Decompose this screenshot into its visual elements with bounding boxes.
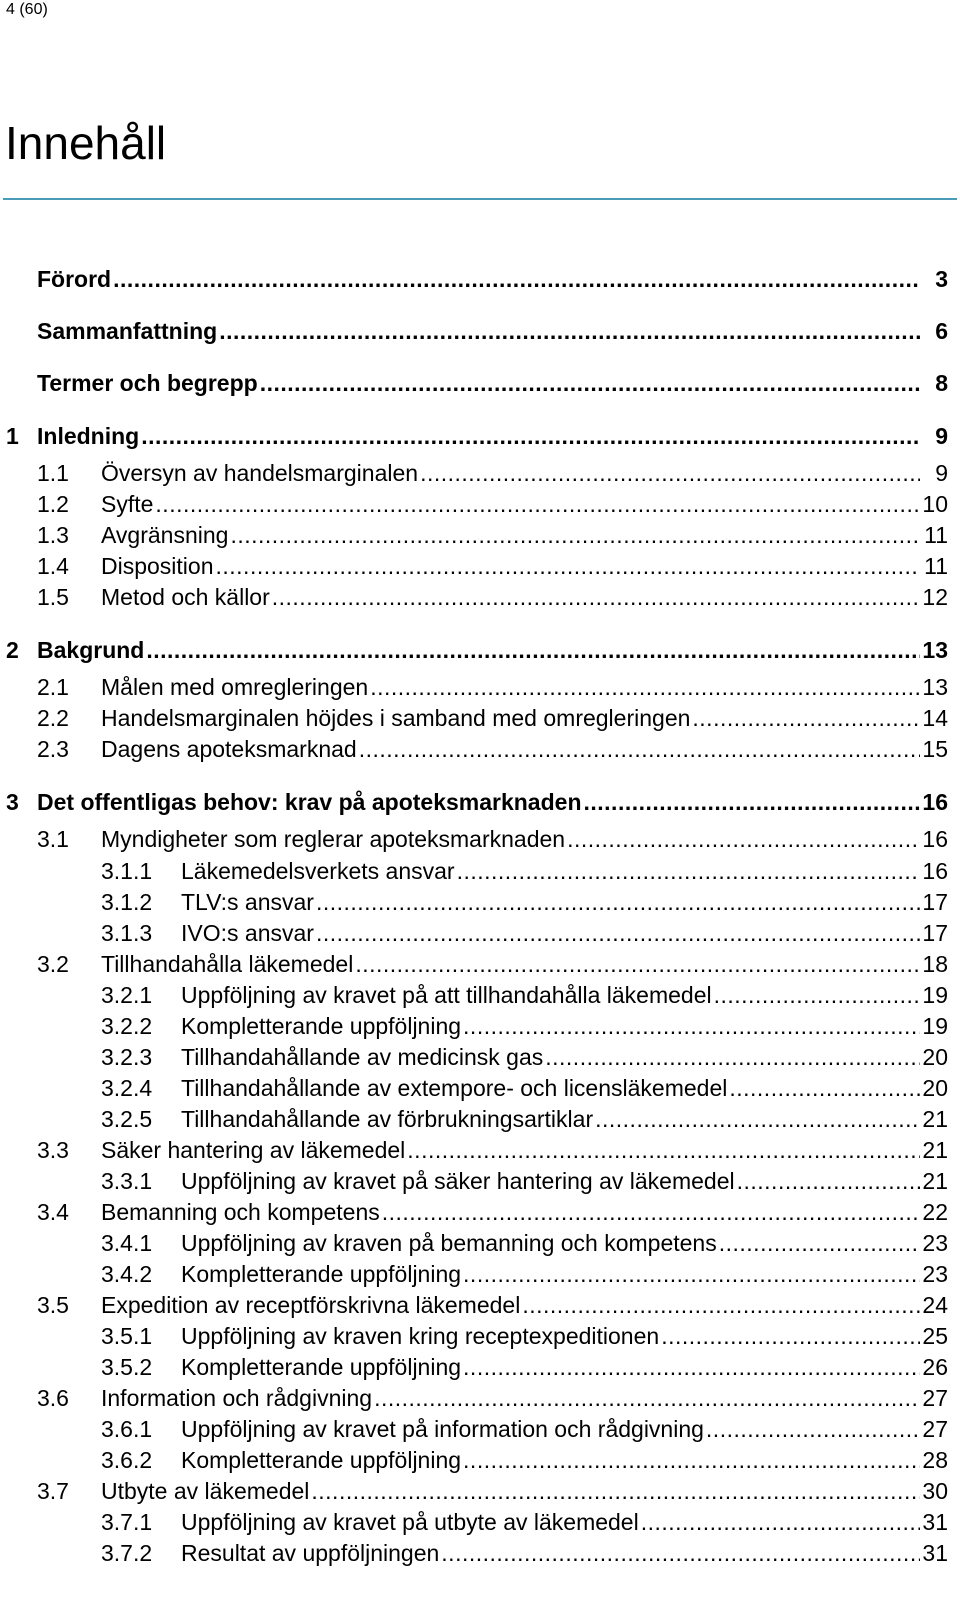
toc-entry-title: IVO:s ansvar: [181, 920, 314, 946]
toc-entry[interactable]: [6, 1106, 948, 1134]
toc-entry[interactable]: [6, 1323, 948, 1351]
toc-entry[interactable]: [6, 1075, 948, 1103]
toc-entry-number: 3.4.1: [101, 1230, 153, 1256]
toc-entry-page: 10: [922, 491, 948, 517]
toc-entry[interactable]: [6, 1044, 948, 1072]
toc-entry[interactable]: [6, 1478, 948, 1506]
toc-entry-title: Kompletterande uppföljning: [181, 1013, 462, 1039]
toc-entry-title: Termer och begrepp: [37, 370, 258, 396]
toc-entry-title: Uppföljning av kravet på att tillhandahålla läkemedel: [181, 982, 712, 1008]
toc-entry-page: 30: [922, 1478, 948, 1504]
toc-entry-title: Expedition av receptförskrivna läkemedel: [101, 1292, 521, 1318]
toc-entry-page: 9: [935, 423, 948, 449]
toc-entry[interactable]: [6, 1230, 948, 1258]
toc-entry[interactable]: [6, 491, 948, 519]
toc-entry[interactable]: [6, 1416, 948, 1444]
toc-entry-title: Information och rådgivning: [101, 1385, 373, 1411]
toc-entry-title: Avgränsning: [101, 522, 229, 548]
toc-entry-title: Resultat av uppföljningen: [181, 1540, 440, 1566]
toc-entry-title: Kompletterande uppföljning: [181, 1447, 462, 1473]
toc-entry-page: 3: [935, 266, 948, 292]
toc-entry-number: 3: [6, 789, 19, 815]
toc-leader-dots: [370, 674, 920, 701]
toc-leader-dots: [141, 423, 920, 450]
toc-entry-number: 2.3: [37, 736, 69, 762]
toc-entry-number: 3.5.1: [101, 1323, 153, 1349]
toc-entry-page: 20: [922, 1044, 948, 1070]
toc-entry[interactable]: [6, 889, 948, 917]
toc-leader-dots: [641, 1509, 920, 1536]
toc-entry-page: 19: [922, 1013, 948, 1039]
toc-entry-page: 11: [924, 522, 948, 548]
toc-entry-number: 3.7.2: [101, 1540, 153, 1566]
toc-entry[interactable]: [6, 1354, 948, 1382]
toc-entry-number: 3.2.1: [101, 982, 153, 1008]
toc-entry-page: 23: [922, 1230, 948, 1256]
toc-entry[interactable]: [6, 1540, 948, 1568]
toc-leader-dots: [316, 889, 920, 916]
toc-entry[interactable]: [6, 705, 948, 733]
toc-entry-title: Uppföljning av kravet på säker hantering av läkemedel: [181, 1168, 735, 1194]
toc-entry-title: Tillhandahållande av medicinsk gas: [181, 1044, 544, 1070]
toc-entry-number: 3.3: [37, 1137, 69, 1163]
toc-leader-dots: [463, 1013, 920, 1040]
toc-entry-title: Utbyte av läkemedel: [101, 1478, 310, 1504]
toc-entry[interactable]: [6, 266, 948, 294]
toc-entry-page: 27: [922, 1416, 948, 1442]
toc-entry-number: 3.3.1: [101, 1168, 153, 1194]
toc-leader-dots: [595, 1106, 920, 1133]
toc-entry[interactable]: [6, 1447, 948, 1475]
toc-entry-number: 3.7: [37, 1478, 69, 1504]
toc-leader-dots: [457, 858, 920, 885]
toc-entry[interactable]: [6, 584, 948, 612]
toc-entry-title: Inledning: [37, 423, 140, 449]
toc-leader-dots: [216, 553, 921, 580]
toc-entry[interactable]: [6, 674, 948, 702]
toc-entry-title: Tillhandahålla läkemedel: [101, 951, 354, 977]
toc-entry-title: Förord: [37, 266, 112, 292]
toc-leader-dots: [260, 370, 920, 397]
toc-entry[interactable]: [6, 1199, 948, 1227]
toc-entry-number: 3.7.1: [101, 1509, 153, 1535]
toc-entry-page: 18: [922, 951, 948, 977]
toc-entry-number: 3.6.1: [101, 1416, 153, 1442]
toc-entry-title: Sammanfattning: [37, 318, 218, 344]
toc-entry-page: 24: [922, 1292, 948, 1318]
toc-entry-title: Disposition: [101, 553, 214, 579]
toc-entry-number: 3.2.5: [101, 1106, 153, 1132]
toc-leader-dots: [382, 1199, 920, 1226]
toc-entry-number: 3.1.2: [101, 889, 153, 915]
toc-leader-dots: [463, 1261, 920, 1288]
toc-entry-page: 21: [922, 1106, 948, 1132]
toc-entry[interactable]: [6, 1385, 948, 1413]
toc-entry-title: Översyn av handelsmarginalen: [101, 460, 419, 486]
toc-entry-page: 17: [922, 889, 948, 915]
toc-entry-page: 31: [922, 1540, 948, 1566]
toc-entry-title: Kompletterande uppföljning: [181, 1261, 462, 1287]
toc-entry-page: 11: [924, 553, 948, 579]
toc-leader-dots: [522, 1292, 920, 1319]
toc-leader-dots: [729, 1075, 920, 1102]
toc-entry-number: 3.2.3: [101, 1044, 153, 1070]
toc-leader-dots: [359, 736, 920, 763]
toc-entry[interactable]: [6, 1261, 948, 1289]
toc-entry-title: Metod och källor: [101, 584, 270, 610]
toc-entry-page: 12: [922, 584, 948, 610]
toc-entry-page: 9: [935, 460, 948, 486]
toc-entry[interactable]: [6, 553, 948, 581]
toc-entry[interactable]: [6, 789, 948, 817]
toc-leader-dots: [219, 318, 920, 345]
toc-entry-number: 3.4.2: [101, 1261, 153, 1287]
toc-entry-title: Det offentligas behov: krav på apoteksmarknaden: [37, 789, 582, 815]
toc-entry[interactable]: [6, 951, 948, 979]
toc-leader-dots: [714, 982, 920, 1009]
toc-entry-number: 1.3: [37, 522, 69, 548]
toc-entry-page: 25: [922, 1323, 948, 1349]
toc-entry-page: 13: [922, 674, 948, 700]
toc-entry-title: Säker hantering av läkemedel: [101, 1137, 406, 1163]
toc-entry[interactable]: [6, 1509, 948, 1537]
toc-entry-page: 16: [922, 858, 948, 884]
toc-entry[interactable]: [6, 1013, 948, 1041]
toc-entry-number: 3.5: [37, 1292, 69, 1318]
toc-leader-dots: [692, 705, 920, 732]
toc-entry-title: Tillhandahållande av extempore- och licensläkemedel: [181, 1075, 728, 1101]
toc-entry-number: 3.1.3: [101, 920, 153, 946]
toc-entry-title: Kompletterande uppföljning: [181, 1354, 462, 1380]
toc-entry-title: Myndigheter som reglerar apoteksmarknaden: [101, 826, 566, 852]
toc-entry-number: 3.1: [37, 826, 69, 852]
toc-leader-dots: [719, 1230, 920, 1257]
toc-entry-page: 28: [922, 1447, 948, 1473]
toc-entry-page: 16: [922, 789, 948, 815]
toc-entry-number: 3.6.2: [101, 1447, 153, 1473]
toc-entry[interactable]: [6, 522, 948, 550]
toc-entry-page: 15: [922, 736, 948, 762]
toc-entry-page: 19: [922, 982, 948, 1008]
toc-leader-dots: [441, 1540, 920, 1567]
toc-entry-page: 16: [922, 826, 948, 852]
toc-leader-dots: [463, 1354, 920, 1381]
toc-entry-title: Dagens apoteksmarknad: [101, 736, 357, 762]
toc-leader-dots: [155, 491, 920, 518]
toc-leader-dots: [374, 1385, 920, 1412]
toc-entry-number: 2.1: [37, 674, 69, 700]
toc-entry-title: Målen med omregleringen: [101, 674, 369, 700]
page-number: 4 (60): [6, 1, 48, 18]
toc-entry-number: 2: [6, 637, 19, 663]
toc-leader-dots: [316, 920, 920, 947]
toc-entry-number: 1.5: [37, 584, 69, 610]
toc-entry-page: 26: [922, 1354, 948, 1380]
toc-entry-title: Tillhandahållande av förbrukningsartiklar: [181, 1106, 594, 1132]
toc-entry[interactable]: [6, 920, 948, 948]
toc-entry-number: 3.5.2: [101, 1354, 153, 1380]
toc-entry-title: Uppföljning av kravet på utbyte av läkemedel: [181, 1509, 639, 1535]
toc-entry-page: 21: [922, 1168, 948, 1194]
toc-leader-dots: [737, 1168, 920, 1195]
toc-entry-page: 23: [922, 1261, 948, 1287]
toc-entry-page: 20: [922, 1075, 948, 1101]
toc-entry[interactable]: [6, 423, 948, 451]
toc-entry[interactable]: [6, 982, 948, 1010]
toc-entry-page: 17: [922, 920, 948, 946]
toc-entry-title: Läkemedelsverkets ansvar: [181, 858, 455, 884]
toc-entry-number: 2.2: [37, 705, 69, 731]
toc-entry-number: 1.4: [37, 553, 69, 579]
toc-leader-dots: [311, 1478, 920, 1505]
toc-entry[interactable]: [6, 736, 948, 764]
toc-entry-number: 3.2.2: [101, 1013, 153, 1039]
toc-entry-page: 27: [922, 1385, 948, 1411]
toc-leader-dots: [230, 522, 920, 549]
page-title: Innehåll: [5, 117, 167, 169]
toc-entry[interactable]: [6, 370, 948, 398]
toc-entry[interactable]: [6, 460, 948, 488]
toc-entry[interactable]: [6, 1137, 948, 1165]
toc-entry-title: Uppföljning av kravet på information och rådgivning: [181, 1416, 704, 1442]
toc-leader-dots: [355, 951, 920, 978]
toc-leader-dots: [146, 637, 920, 664]
toc-entry-number: 1.1: [37, 460, 69, 486]
title-divider: [3, 198, 957, 200]
toc-leader-dots: [272, 584, 920, 611]
toc-leader-dots: [584, 789, 921, 816]
toc-entry[interactable]: [6, 1292, 948, 1320]
toc-leader-dots: [567, 826, 920, 853]
toc-entry-number: 3.2: [37, 951, 69, 977]
toc-entry-title: TLV:s ansvar: [181, 889, 314, 915]
toc-entry-page: 8: [935, 370, 948, 396]
toc-leader-dots: [463, 1447, 920, 1474]
toc-entry[interactable]: [6, 826, 948, 854]
toc-leader-dots: [661, 1323, 920, 1350]
toc-entry-number: 3.2.4: [101, 1075, 153, 1101]
toc-entry[interactable]: [6, 1168, 948, 1196]
toc-leader-dots: [420, 460, 920, 487]
toc-entry-page: 14: [922, 705, 948, 731]
toc-entry[interactable]: [6, 318, 948, 346]
toc-entry-number: 1: [6, 423, 19, 449]
toc-entry-number: 3.1.1: [101, 858, 153, 884]
toc-entry-number: 1.2: [37, 491, 69, 517]
toc-entry-title: Syfte: [101, 491, 154, 517]
toc-leader-dots: [113, 266, 920, 293]
toc-entry-page: 13: [922, 637, 948, 663]
toc-entry-title: Uppföljning av kraven på bemanning och kompetens: [181, 1230, 717, 1256]
toc-entry-page: 31: [922, 1509, 948, 1535]
toc-entry-title: Uppföljning av kraven kring receptexpeditionen: [181, 1323, 660, 1349]
toc-entry-page: 22: [922, 1199, 948, 1225]
toc-entry-title: Bakgrund: [37, 637, 145, 663]
toc-entry-title: Handelsmarginalen höjdes i samband med omregleringen: [101, 705, 691, 731]
toc-leader-dots: [706, 1416, 920, 1443]
toc-entry-number: 3.4: [37, 1199, 69, 1225]
toc-entry[interactable]: [6, 858, 948, 886]
toc-leader-dots: [545, 1044, 920, 1071]
toc-entry-number: 3.6: [37, 1385, 69, 1411]
toc-entry-title: Bemanning och kompetens: [101, 1199, 380, 1225]
toc-leader-dots: [407, 1137, 920, 1164]
toc-entry-page: 6: [935, 318, 948, 344]
toc-entry[interactable]: [6, 637, 948, 665]
toc-entry-page: 21: [922, 1137, 948, 1163]
